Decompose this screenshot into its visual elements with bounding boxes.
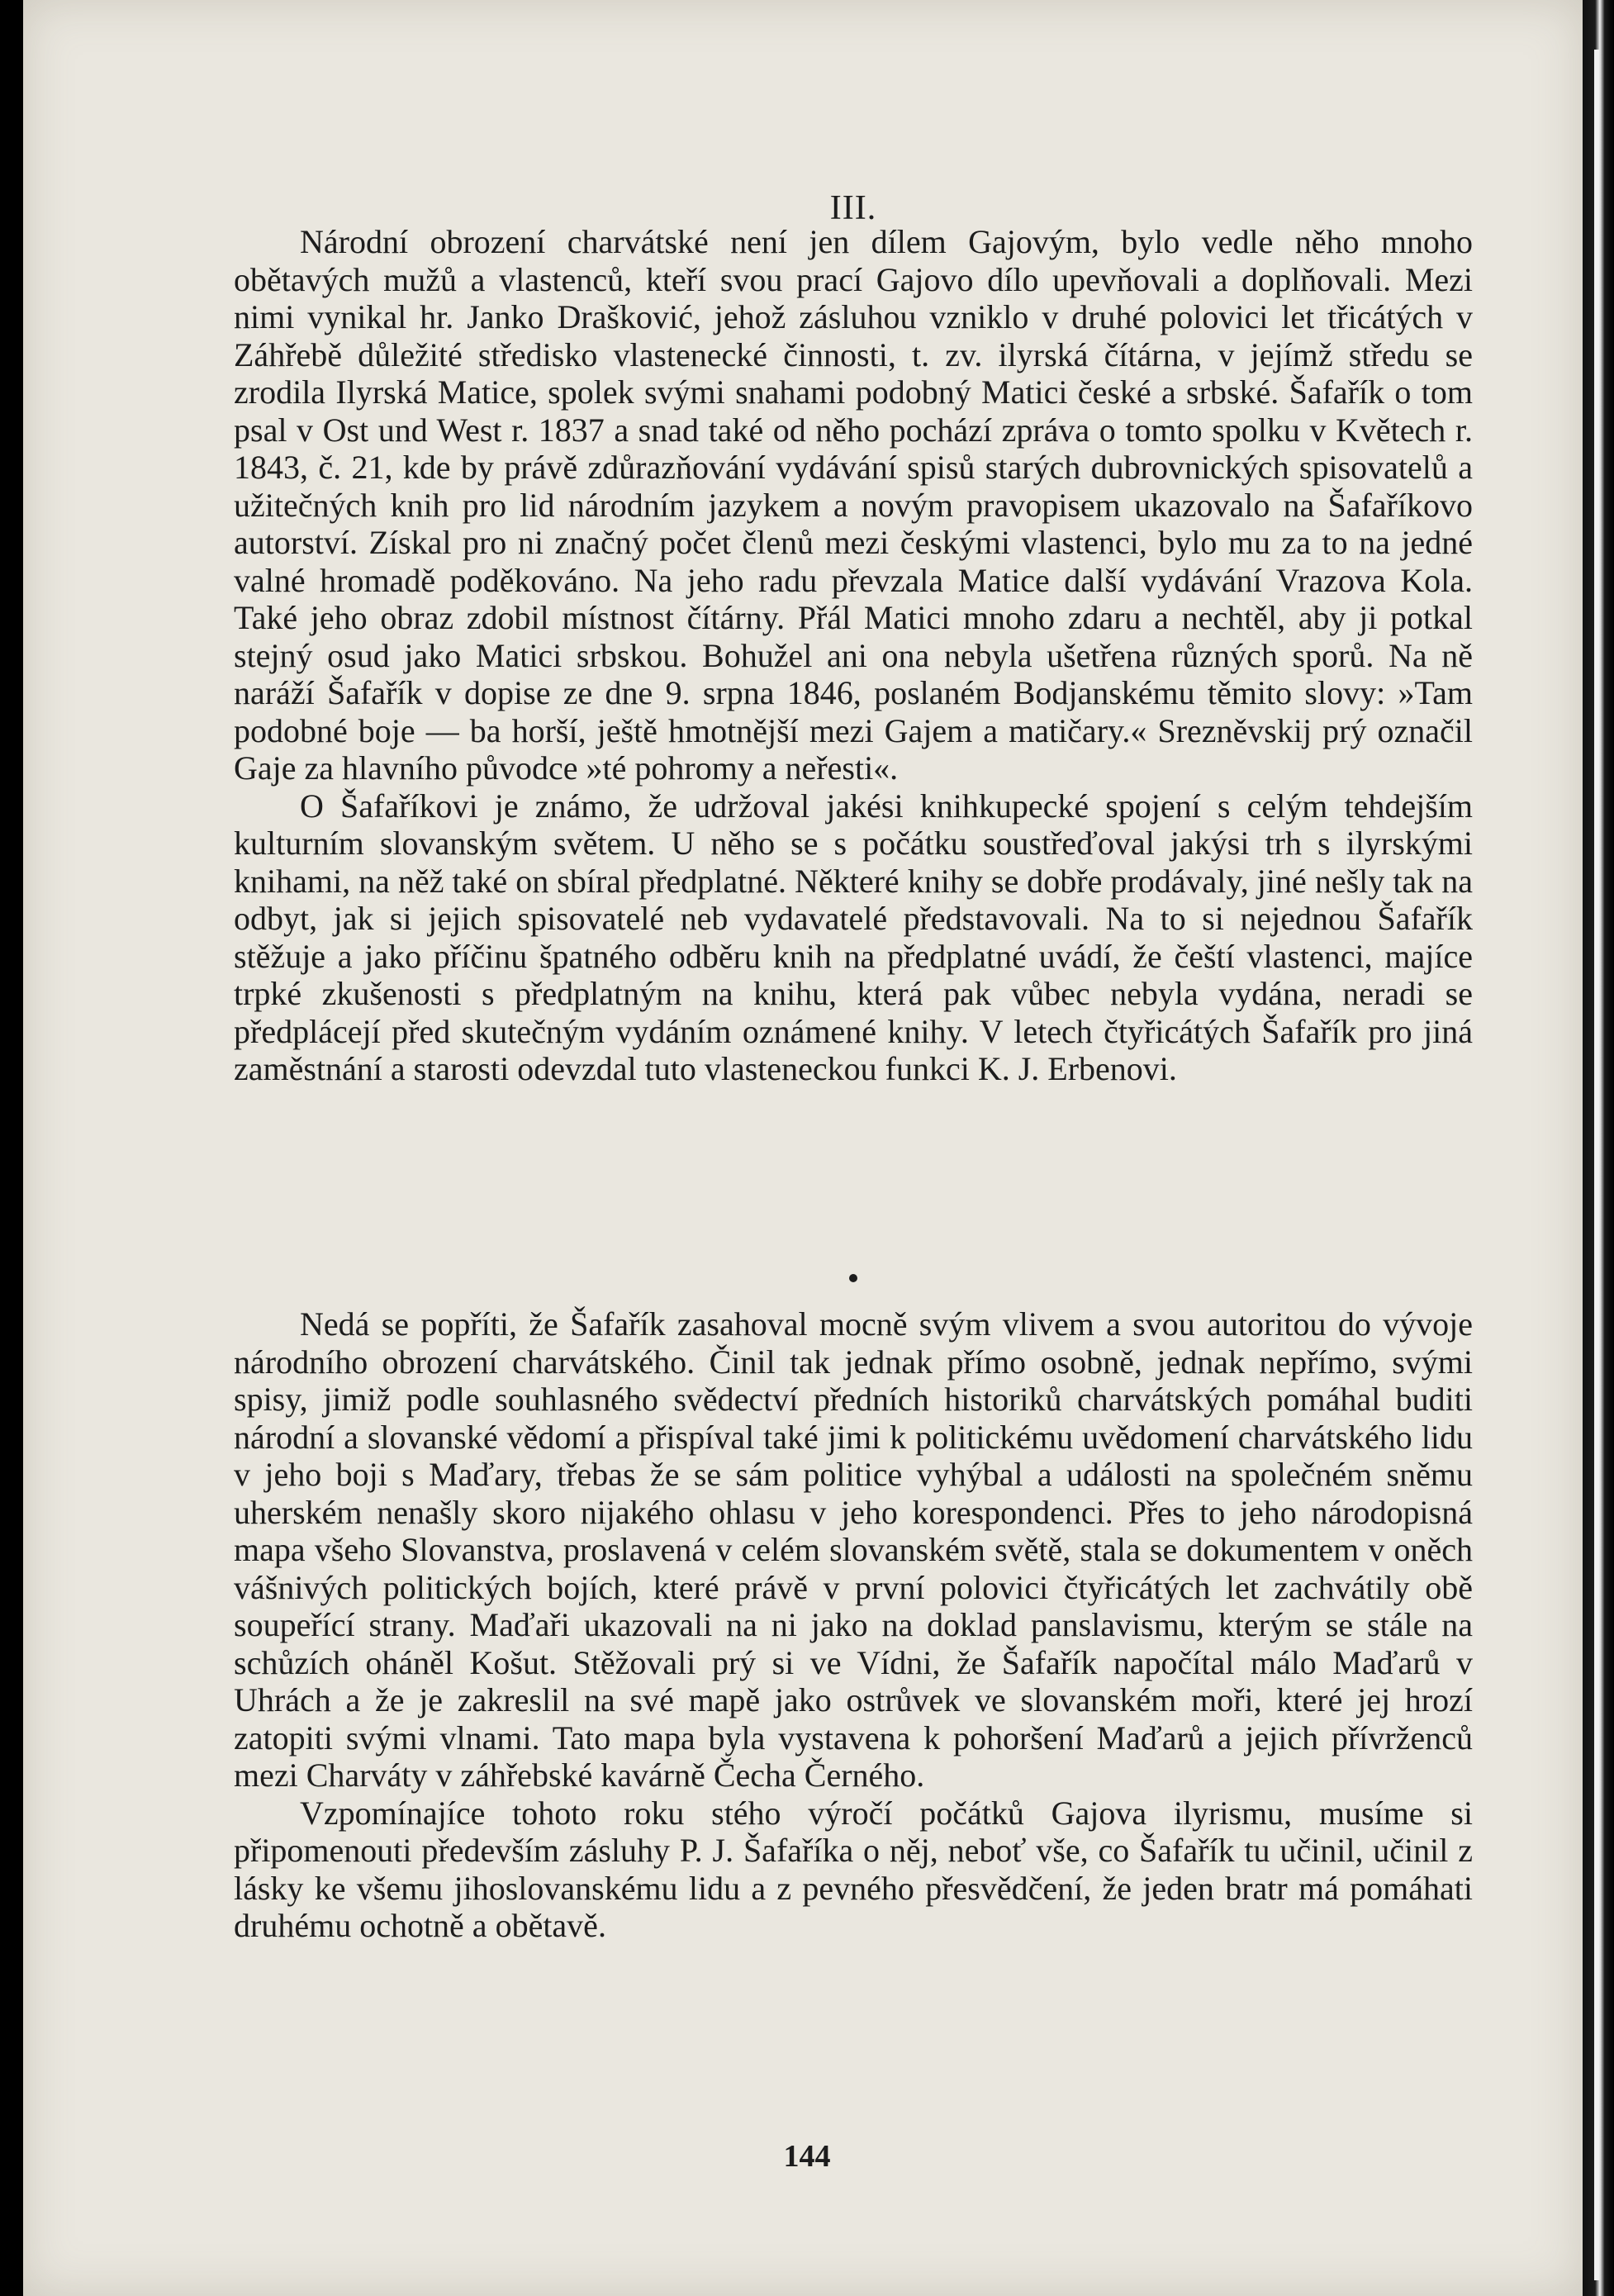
- section-1: [234, 223, 1473, 1088]
- scan-edge-highlight: [1594, 50, 1599, 2280]
- paragraph: O Šafaříkovi je známo, že udržoval jakési knihkupecké spojení s celým tehdejším kulturním slovanským světem. U něho se s počátku soustřeďoval jakýsi trh s ilyrskými knihami, na něž také on sbíral předplatné. Některé knihy se dobře prodávaly, jiné nešly tak na odbyt, jak si jejich spisovatelé neb vydavatelé představovali. Na to si nejednou Šafařík stěžuje a jako příčinu špatného odběru knih na předplatné uvádí, že čeští vlastenci, majíce trpké zkušenosti s předplatným na knihu, která pak vůbec nebyla vydána, neradi se předplácejí před skutečným vydáním oznámené knihy. V letech čtyřicátých Šafařík pro jiná zaměstnání a starosti odevzdal tuto vlasteneckou funkci K. J. Erbenovi.: [234, 787, 1473, 1087]
- page-number: 144: [783, 2139, 831, 2174]
- paragraph: Nedá se popříti, že Šafařík zasahoval mocně svým vlivem a svou autoritou do vývoje národního obrození charvátského. Činil tak jednak přímo osobně, jednak nepřímo, svými spisy, jimiž podle souhlasného svědectví předních historiků charvátských pomáhal buditi národní a slovanské vědomí a přispíval také jimi k politickému uvědomení charvátského lidu v jeho boji s Maďary, třebas že se sám politice vyhýbal a události na společném sněmu uherském nenašly skoro nijakého ohlasu v jeho korespondenci. Přes to jeho národopisná mapa všeho Slovanstva, proslavená v celém slovanském světě, stala se dokumentem v oněch vášnivých politických bojích, které právě v první polovici čtyřicátých let zachvátily obě soupeřící strany. Maďaři ukazovali na ni jako na doklad panslavismu, kterým se stále na schůzích oháněl Košut. Stěžovali prý si ve Vídni, že Šafařík napočítal málo Maďarů v Uhrách a že je zakreslil na své mapě jako ostrůvek ve slovanském moři, které jej hrozí zatopiti svými vlnami. Tato mapa byla vystavena k pohoršení Maďarů a jejich přívrženců mezi Charváty v záhřebské kavárně Čecha Černého.: [234, 1305, 1473, 1794]
- paragraph: Národní obrození charvátské není jen dílem Gajovým, bylo vedle něho mnoho obětavých mužů a vlastenců, kteří svou prací Gajovo dílo upevňovali a doplňovali. Mezi nimi vynikal hr. Janko Drašković, jehož zásluhou vzniklo v druhé polovici let třicátých v Záhřebě důležité středisko vlastenecké činnosti, t. zv. ilyrská čítárna, v jejímž středu se zrodila Ilyrská Matice, spolek svými snahami podobný Matici české a srbské. Šafařík o tom psal v Ost und West r. 1837 a snad také od něho pochází zpráva o tomto spolku v Květech r. 1843, č. 21, kde by právě zdůrazňování vydávání spisů starých dubrovnických spisovatelů a užitečných knih pro lid národním jazykem a novým pravopisem ukazovalo na Šafaříkovo autorství. Získal pro ni značný počet členů mezi českými vlastenci, bylo mu za to na jedné valné hromadě poděkováno. Na jeho radu převzala Matice další vydávání Vrazova Kola. Také jeho obraz zdobil místnost čítárny. Přál Matici mnoho zdaru a nechtěl, aby ji potkal stejný osud jako Matici srbskou. Bohužel ani ona nebyla ušetřena různých sporů. Na ně naráží Šafařík v dopise ze dne 9. srpna 1846, poslaném Bodjanskému těmito slovy: »Tam podobné boje — ba horší, ještě hmotnější mezi Gajem a matičary.« Srezněvskij prý označil Gaje za hlavního původce »té pohromy a neřesti«.: [234, 223, 1473, 787]
- section-2: [234, 1305, 1473, 1945]
- chapter-heading: III.: [829, 189, 877, 227]
- section-separator-dot: [849, 1274, 857, 1282]
- paragraph: Vzpomínajíce tohoto roku stého výročí počátků Gajova ilyrismu, musíme si připomenouti především zásluhy P. J. Šafaříka o něj, neboť vše, co Šafařík tu učinil, učinil z lásky ke všemu jihoslovanskému lidu a z pevného přesvědčení, že jeden bratr má pomáhati druhému ochotně a obětavě.: [234, 1794, 1473, 1944]
